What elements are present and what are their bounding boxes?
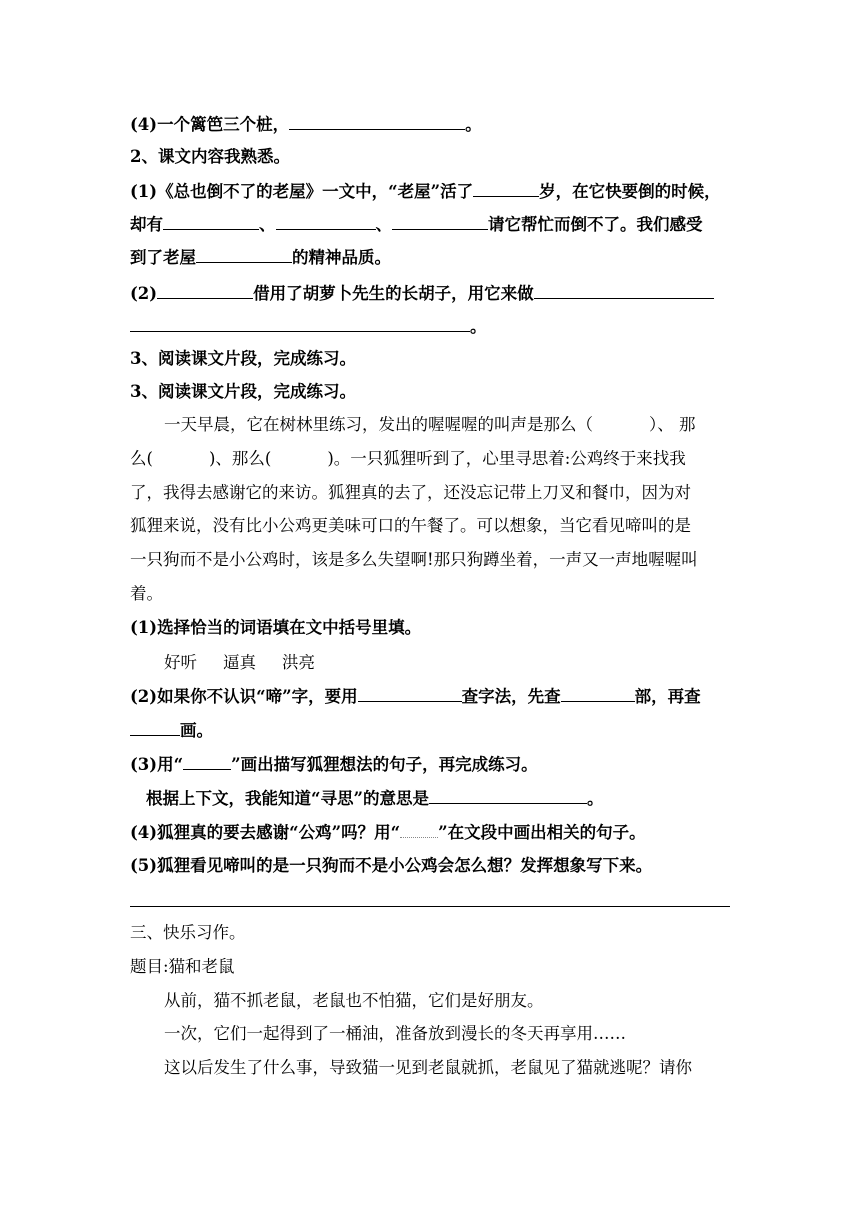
sub-question-2: (2)如果你不认识“啼”字，要用 查字法，先查 部，再查 xyxy=(130,687,701,706)
answer-line[interactable] xyxy=(130,906,730,907)
word-choice: 洪亮 xyxy=(282,653,315,672)
word-choice: 逼真 xyxy=(223,653,256,672)
sub-question-3: (3)用“ ”画出描写狐狸想法的句子，再完成练习。 xyxy=(130,755,538,774)
wavy-line-mark xyxy=(400,821,438,838)
word-choice: 好听 xyxy=(164,653,197,672)
item-2-heading: 2、课文内容我熟悉。 xyxy=(130,147,290,166)
section-3-heading: 三、快乐习作。 xyxy=(130,923,246,942)
sub-question-2-cont: 画。 xyxy=(130,719,213,742)
passage-line-5: 一只狗而不是小公鸡时，该是多么失望啊!那只狗蹲坐着，一声又一声地喔喔叫 xyxy=(130,550,698,569)
blank[interactable] xyxy=(289,113,465,130)
q1-line-1: (1)《总也倒不了的老屋》一文中，“老屋”活了 岁，在它快要倒的时候， xyxy=(130,182,721,201)
blank[interactable] xyxy=(429,787,587,804)
sub-question-5: (5)狐狸看见啼叫的是一只狗而不是小公鸡会怎么想？发挥想象写下来。 xyxy=(130,856,653,875)
essay-paragraph-2: 一次，它们一起得到了一桶油，准备放到漫长的冬天再享用…… xyxy=(164,1024,626,1043)
passage-line-3: 了，我得去感谢它的来访。狐狸真的去了，还没忘记带上刀叉和餐巾，因为对 xyxy=(130,483,691,502)
passage-line-6: 着。 xyxy=(130,584,163,603)
blank[interactable] xyxy=(130,315,470,332)
sub-question-3-follow: 根据上下文，我能知道“寻思”的意思是 。 xyxy=(146,789,604,808)
sub-question-1: (1)选择恰当的词语填在文中括号里填。 xyxy=(130,618,422,637)
blank[interactable] xyxy=(358,685,462,702)
blank[interactable] xyxy=(196,246,292,263)
item-3-heading-repeat: 3、阅读课文片段，完成练习。 xyxy=(130,382,356,401)
word-choices xyxy=(164,652,315,674)
q1-line-2: 却有 、 、 请它帮忙而倒不了。我们感受 xyxy=(130,215,703,234)
passage-line-1: 一天早晨，它在树林里练习，发出的喔喔喔的叫声是那么（ ）、 那 xyxy=(164,415,696,434)
q2-line-1: (2) 借用了胡萝卜先生的长胡子，用它来做 xyxy=(130,282,714,305)
passage-line-2: 么( )、那么( )。一只狐狸听到了，心里寻思着:公鸡终于来找我 xyxy=(130,449,686,468)
q2-line-2: 。 xyxy=(130,315,487,338)
blank[interactable] xyxy=(130,719,180,736)
blank[interactable] xyxy=(276,213,376,230)
essay-topic: 题目:猫和老鼠 xyxy=(130,957,235,976)
blank[interactable] xyxy=(392,213,488,230)
underline-mark xyxy=(183,753,231,770)
sub-question-4: (4)狐狸真的要去感谢“公鸡”吗？用“ ”在文段中画出相关的句子。 xyxy=(130,823,646,842)
blank[interactable] xyxy=(157,282,253,299)
question-4-text: (4)一个篱笆三个桩， xyxy=(130,115,290,134)
essay-paragraph-1: 从前，猫不抓老鼠，老鼠也不怕猫，它们是好朋友。 xyxy=(164,991,544,1010)
blank[interactable] xyxy=(561,685,635,702)
q1-line-3: 到了老屋 的精神品质。 xyxy=(130,248,391,267)
item-3-heading: 3、阅读课文片段，完成练习。 xyxy=(130,349,356,368)
blank[interactable] xyxy=(473,180,539,197)
blank[interactable] xyxy=(534,282,714,299)
essay-paragraph-3: 这以后发生了什么事，导致猫一见到老鼠就抓，老鼠见了猫就逃呢？请你 xyxy=(164,1058,692,1077)
blank[interactable] xyxy=(163,213,259,230)
question-4-line: (4)一个篱笆三个桩， 。 xyxy=(130,115,482,134)
passage-line-4: 狐狸来说，没有比小公鸡更美味可口的午餐了。可以想象，当它看见啼叫的是 xyxy=(130,516,691,535)
